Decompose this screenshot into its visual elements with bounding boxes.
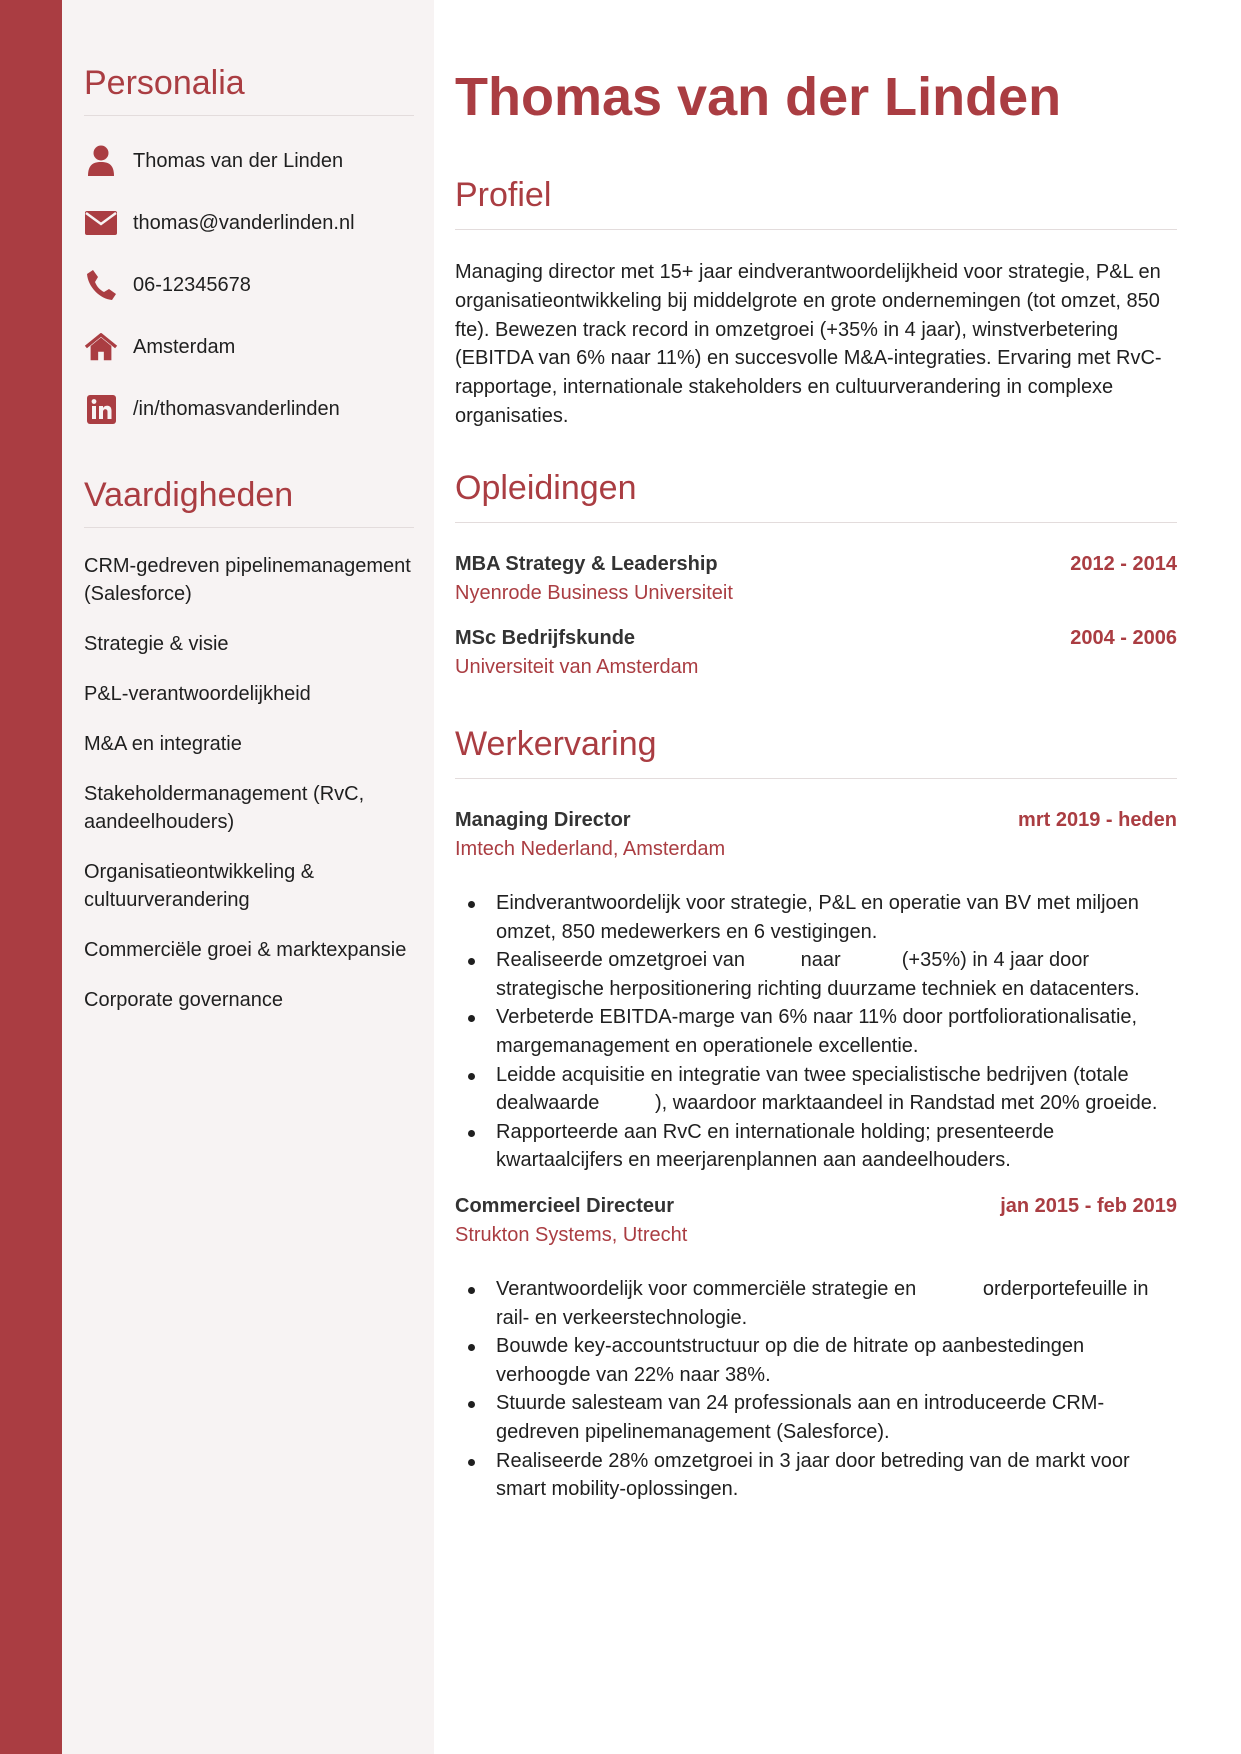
personalia-section [84, 64, 414, 440]
contact-name [84, 130, 414, 192]
job-bullet: Realiseerde 28% omzetgroei in 3 jaar door betreding van de markt voor smart mobility-oplossingen. [496, 1447, 1177, 1504]
profile-title: Profiel [455, 176, 1177, 230]
contact-text: thomas@vanderlinden.nl [133, 211, 355, 234]
skill-item: Commerciële groei & marktexpansie [84, 939, 407, 961]
job-role: Managing Director [455, 809, 631, 831]
job-entry [455, 809, 1177, 1175]
job-bullets [455, 1275, 1177, 1504]
job-bullet: Stuurde salesteam van 24 professionals aan en introduceerde CRM-gedreven pipelinemanagement (Salesforce). [496, 1389, 1177, 1446]
job-bullet: Verantwoordelijk voor commerciële strategie en orderportefeuille in rail- en verkeerstechnologie. [496, 1275, 1177, 1332]
profile-text: Managing director met 15+ jaar eindverantwoordelijkheid voor strategie, P&L en organisatieontwikkeling bij middelgrote en grote ondernemingen (tot omzet, 850 fte). Bewezen track record in omzetgroei (+35% in 4 jaar), winstverbetering (EBITDA van 6% naar 11%) en succesvolle M&A-integraties. Ervaring met RvC-rapportage, internationale stakeholders en cultuurverandering in complexe organisaties. [455, 261, 1162, 427]
school-name: Nyenrode Business Universiteit [455, 582, 733, 604]
job-company: Strukton Systems, Utrecht [455, 1223, 688, 1246]
skills-title: Vaardigheden [84, 476, 414, 528]
contact-phone[interactable] [84, 254, 414, 316]
education-dates: 2012 - 2014 [1070, 553, 1177, 575]
job-bullet: Rapporteerde aan RvC en internationale holding; presenteerde kwartaalcijfers en meerjarenplannen aan aandeelhouders. [496, 1118, 1177, 1175]
skill-item: CRM-gedreven pipelinemanagement (Salesforce) [84, 555, 411, 605]
contact-text: Thomas van der Linden [133, 149, 344, 172]
education-title: Opleidingen [455, 469, 1177, 523]
person-icon [84, 144, 118, 178]
profile-section [455, 176, 1177, 431]
phone-icon [84, 268, 118, 302]
contact-email[interactable] [84, 192, 414, 254]
job-bullet: Eindverantwoordelijk voor strategie, P&L en operatie van BV met miljoen omzet, 850 medewerkers en 6 vestigingen. [496, 889, 1177, 946]
experience-title: Werkervaring [455, 725, 1177, 779]
contact-text: 06-12345678 [133, 273, 251, 296]
job-company: Imtech Nederland, Amsterdam [455, 838, 726, 860]
sidebar [62, 0, 434, 1754]
skill-item: Corporate governance [84, 989, 284, 1011]
job-bullet: Verbeterde EBITDA-marge van 6% naar 11% door portfoliorationalisatie, margemanagement en operationele excellentie. [496, 1003, 1177, 1060]
linkedin-icon [84, 392, 118, 426]
job-dates: mrt 2019 - heden [1018, 809, 1177, 831]
personalia-title: Personalia [84, 64, 414, 116]
education-entry [455, 553, 1177, 605]
envelope-icon [84, 206, 118, 240]
accent-stripe [0, 0, 62, 1754]
skills-list [84, 552, 414, 1014]
job-role: Commercieel Directeur [455, 1194, 674, 1217]
job-dates: jan 2015 - feb 2019 [1000, 1194, 1177, 1217]
school-name: Universiteit van Amsterdam [455, 656, 699, 678]
skill-item: Strategie & visie [84, 633, 229, 655]
job-bullet: Bouwde key-accountstructuur op die de hitrate op aanbestedingen verhoogde van 22% naar 38%. [496, 1332, 1177, 1389]
skills-section [84, 476, 414, 1036]
skill-item: Organisatieontwikkeling & cultuurverandering [84, 861, 315, 911]
main-content [434, 0, 1241, 1754]
job-entry [455, 1195, 1177, 1504]
degree-title: MSc Bedrijfskunde [455, 627, 636, 649]
header [455, 66, 1177, 128]
candidate-name: Thomas van der Linden [455, 67, 1062, 127]
contact-text: Amsterdam [133, 335, 236, 358]
job-bullet: Realiseerde omzetgroei van naar (+35%) in 4 jaar door strategische herpositionering richting duurzame techniek en datacenters. [496, 946, 1177, 1003]
education-dates: 2004 - 2006 [1070, 627, 1177, 649]
experience-section [455, 725, 1177, 1504]
skill-item: P&L-verantwoordelijkheid [84, 683, 311, 705]
home-icon [84, 330, 118, 364]
contact-list [84, 130, 414, 440]
education-entry [455, 627, 1177, 679]
skill-item: M&A en integratie [84, 733, 242, 755]
degree-title: MBA Strategy & Leadership [455, 553, 718, 575]
contact-linkedin[interactable] [84, 378, 414, 440]
education-section [455, 469, 1177, 679]
job-bullets [455, 889, 1177, 1175]
job-bullet: Leidde acquisitie en integratie van twee specialistische bedrijven (totale dealwaarde ), waardoor marktaandeel in Randstad met 20% groeide. [496, 1061, 1177, 1118]
contact-location [84, 316, 414, 378]
contact-text: /in/thomasvanderlinden [133, 397, 340, 420]
skill-item: Stakeholdermanagement (RvC, aandeelhouders) [84, 783, 365, 833]
